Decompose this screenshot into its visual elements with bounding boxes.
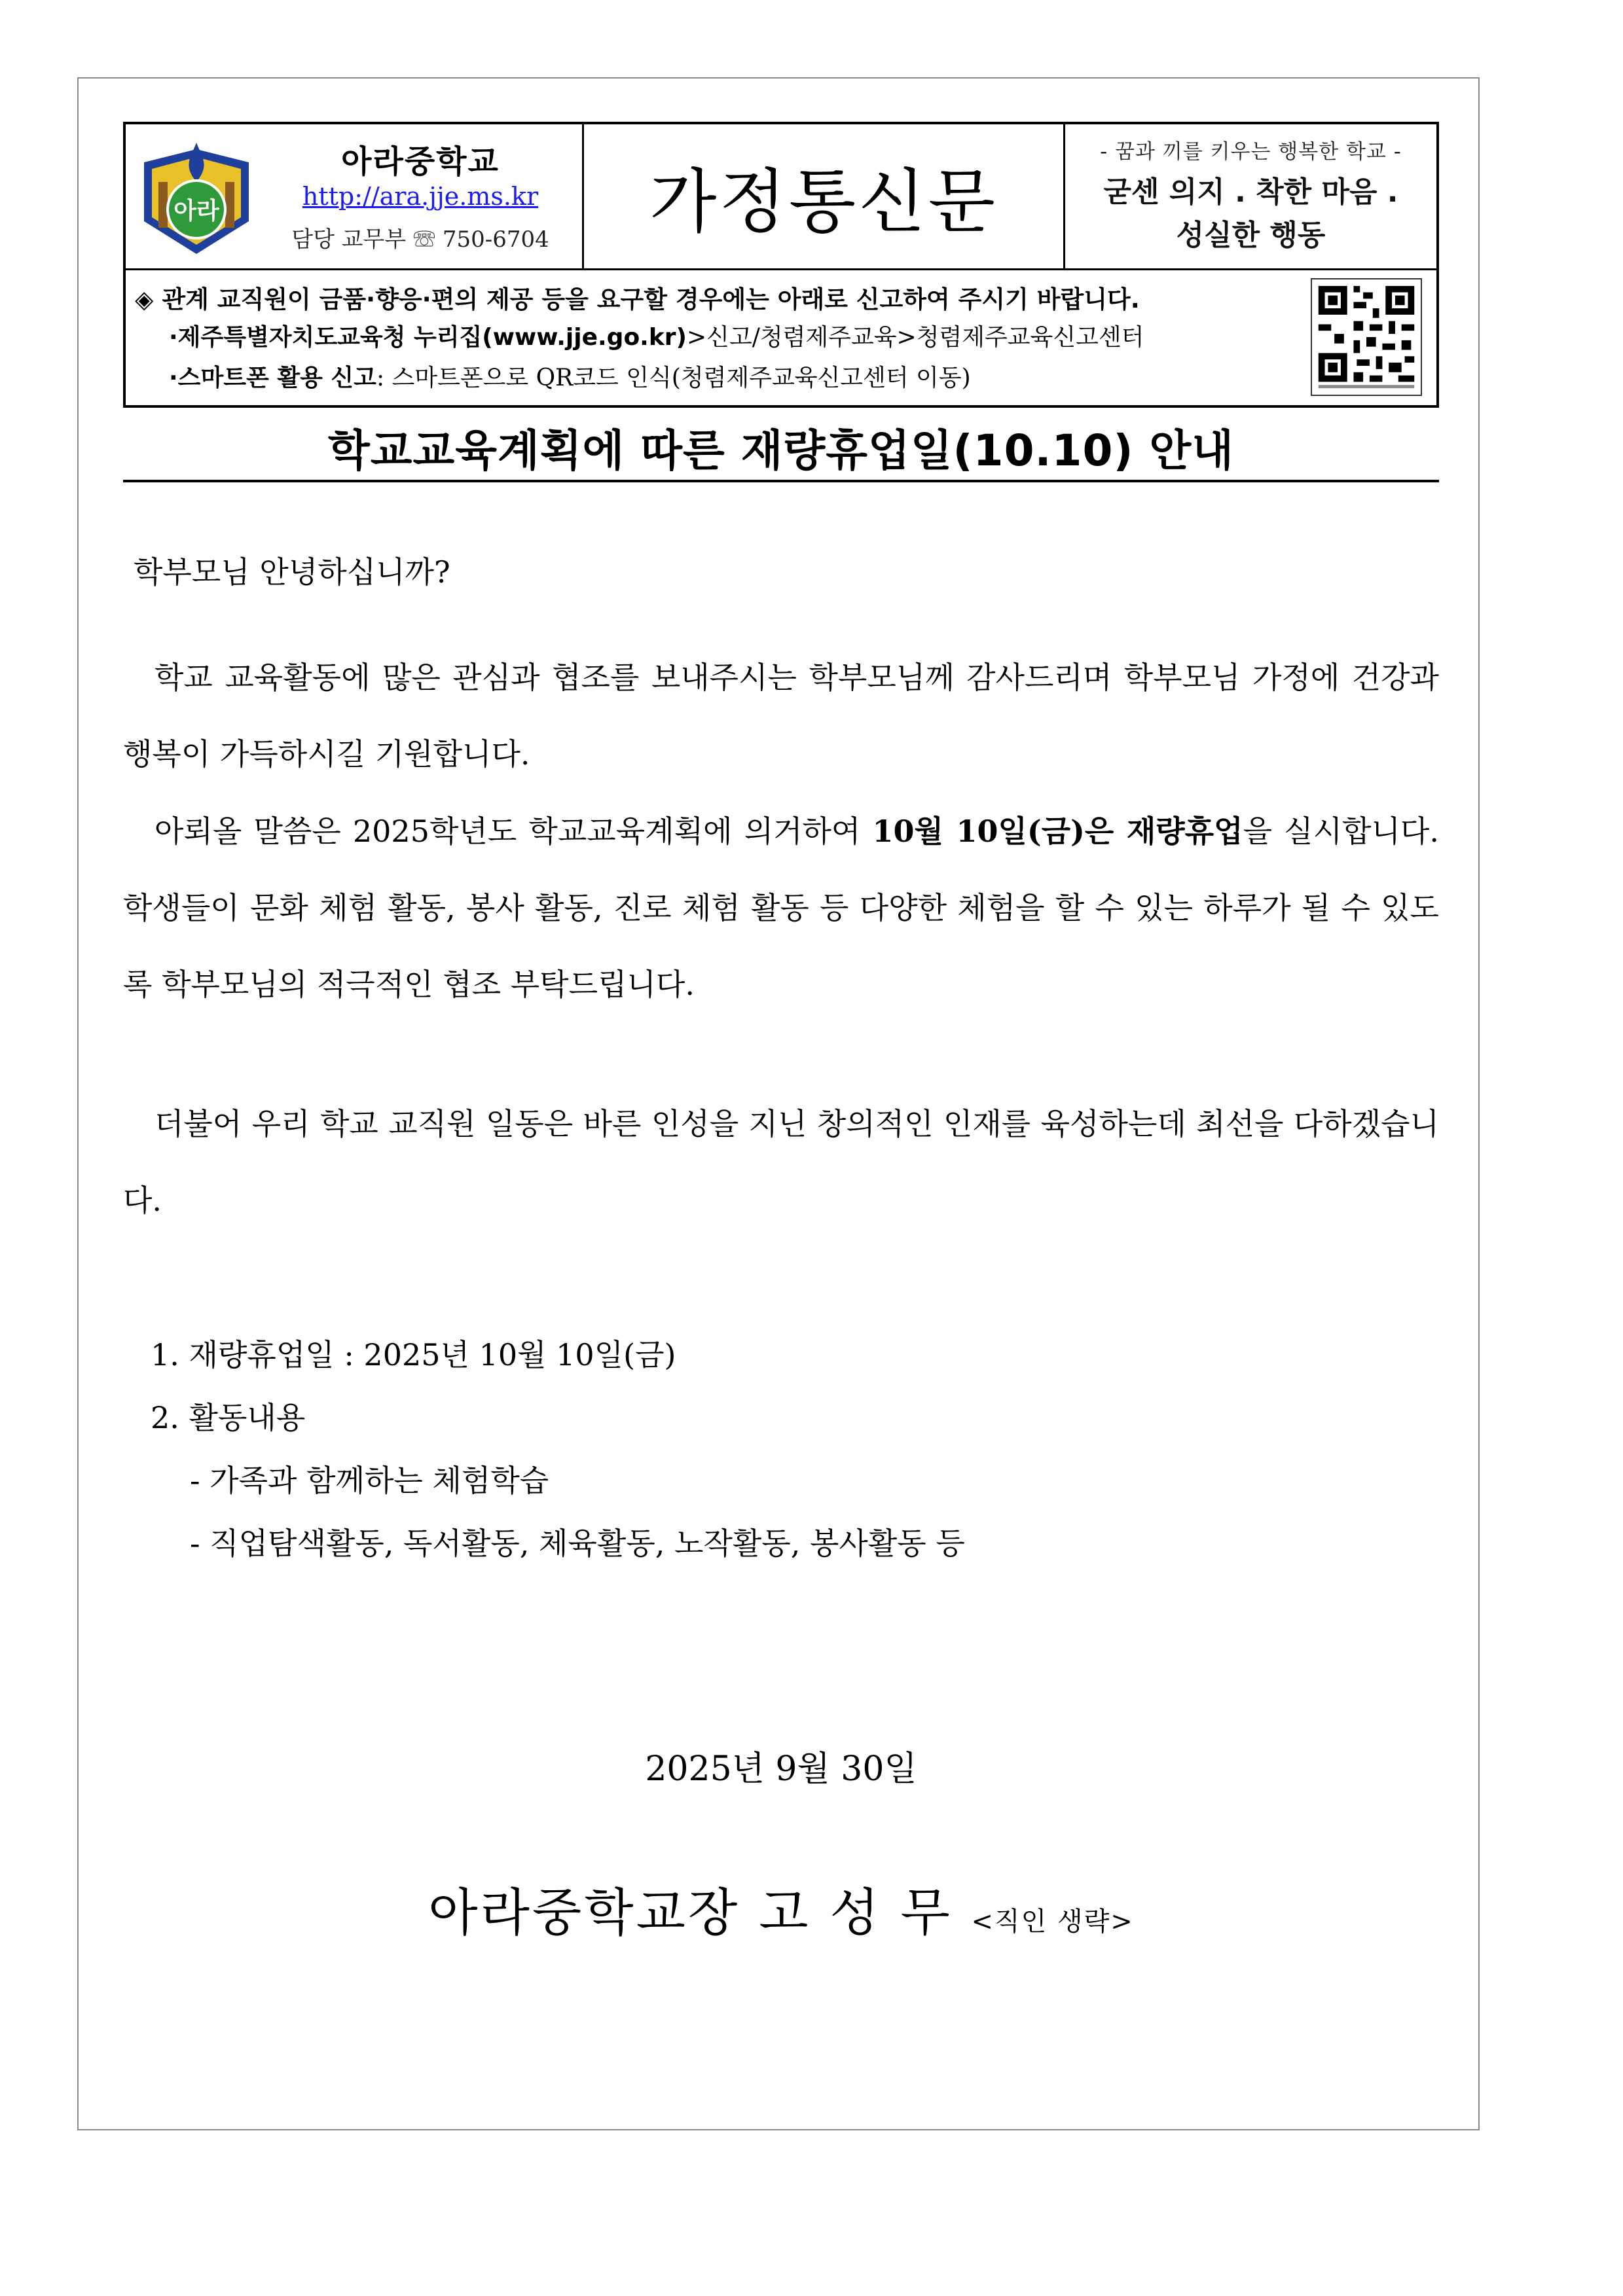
header-top-row: [126, 124, 1436, 270]
paragraph-2-intro: 아뢰올 말씀은 2025학년도 학교교육계획에 의거하여: [155, 814, 873, 849]
newsletter-title-cell: [584, 124, 1065, 268]
report-notice-text: 관계 교직원이 금품·향응·편의 제공 등을 요구할 경우에는 아래로 신고하여 주시기 바랍니다.: [162, 285, 1140, 314]
svg-text:아라: 아라: [173, 198, 219, 224]
report-notice: [126, 270, 1436, 408]
details-list: [151, 1323, 965, 1575]
motto-line-2: 성실한 행동: [1176, 219, 1326, 252]
issue-date: 2025년 9월 30일: [645, 1749, 917, 1789]
sub-list-item: - 직업탐색활동, 독서활동, 체육활동, 노작활동, 봉사활동 등: [190, 1526, 965, 1561]
sub-list-item: - 가족과 함께하는 체험학습: [190, 1463, 549, 1498]
school-emblem-icon: [137, 136, 255, 260]
school-url-link[interactable]: http://ara.jje.ms.kr: [302, 182, 539, 211]
smartphone-report-text: : 스마트폰으로 QR코드 인식(청렴제주교육신고센터 이동): [376, 365, 971, 391]
qr-code-icon[interactable]: [1311, 278, 1422, 396]
school-contact: 담당 교무부 ☏ 750-6704: [291, 226, 549, 253]
school-name: 아라중학교: [341, 143, 500, 180]
diamond-bullet-icon: ◈: [135, 285, 154, 314]
school-info-cell: [126, 124, 584, 268]
paragraph-2: [123, 793, 1439, 1023]
closure-date-highlight: 10월 10일(금)은 재량휴업: [872, 814, 1243, 849]
principal-signature: [123, 1872, 1439, 1945]
motto-slogan: - 꿈과 끼를 키우는 행복한 학교 -: [1100, 140, 1402, 164]
smartphone-report-label: ·스마트폰 활용 신고: [169, 365, 376, 391]
document-title: 학교교육계획에 따른 재량휴업일(10.10) 안내: [327, 425, 1235, 476]
report-notice-line-1: [135, 279, 1140, 315]
report-notice-line-2: [169, 319, 1144, 352]
paragraph-2-rest: 을 실시합니다. 학생들이 문화 체험 활동, 봉사 활동, 진로 체험 활동 등 다양한 체험을 할 수 있는 하루가 될 수 있도록 학부모님의 적극적인 협조 부탁드립니다.: [123, 814, 1439, 1002]
greeting: 학부모님 안녕하십니까?: [134, 554, 450, 590]
principal-name: 아라중학교장 고 성 무: [428, 1884, 953, 1943]
newsletter-title: 가정통신문: [649, 162, 998, 242]
list-item: 2. 활동내용: [151, 1400, 306, 1435]
paragraph-1: 학교 교육활동에 많은 관심과 협조를 보내주시는 학부모님께 감사드리며 학부모님 가정에 건강과 행복이 가득하시길 기원합니다.: [123, 660, 1439, 772]
list-item: 1. 재량휴업일 : 2025년 10월 10일(금): [151, 1337, 676, 1372]
newsletter-header: [123, 122, 1439, 408]
report-notice-line-3: [169, 359, 971, 393]
education-office-site: ·제주특별자치도교육청 누리집(www.jje.go.kr): [169, 324, 687, 351]
paragraph-3: 더불어 우리 학교 교직원 일동은 바른 인성을 지닌 창의적인 인재를 육성하는데 최선을 다하겠습니다.: [123, 1106, 1439, 1218]
title-divider: [123, 480, 1439, 482]
school-motto-cell: [1065, 124, 1436, 268]
seal-omitted-note: <직인 생략>: [971, 1907, 1134, 1937]
motto-line-1: 굳센 의지 . 착한 마음 .: [1103, 175, 1398, 209]
report-center-path: >신고/청렴제주교육>청렴제주교육신고센터: [687, 324, 1144, 351]
